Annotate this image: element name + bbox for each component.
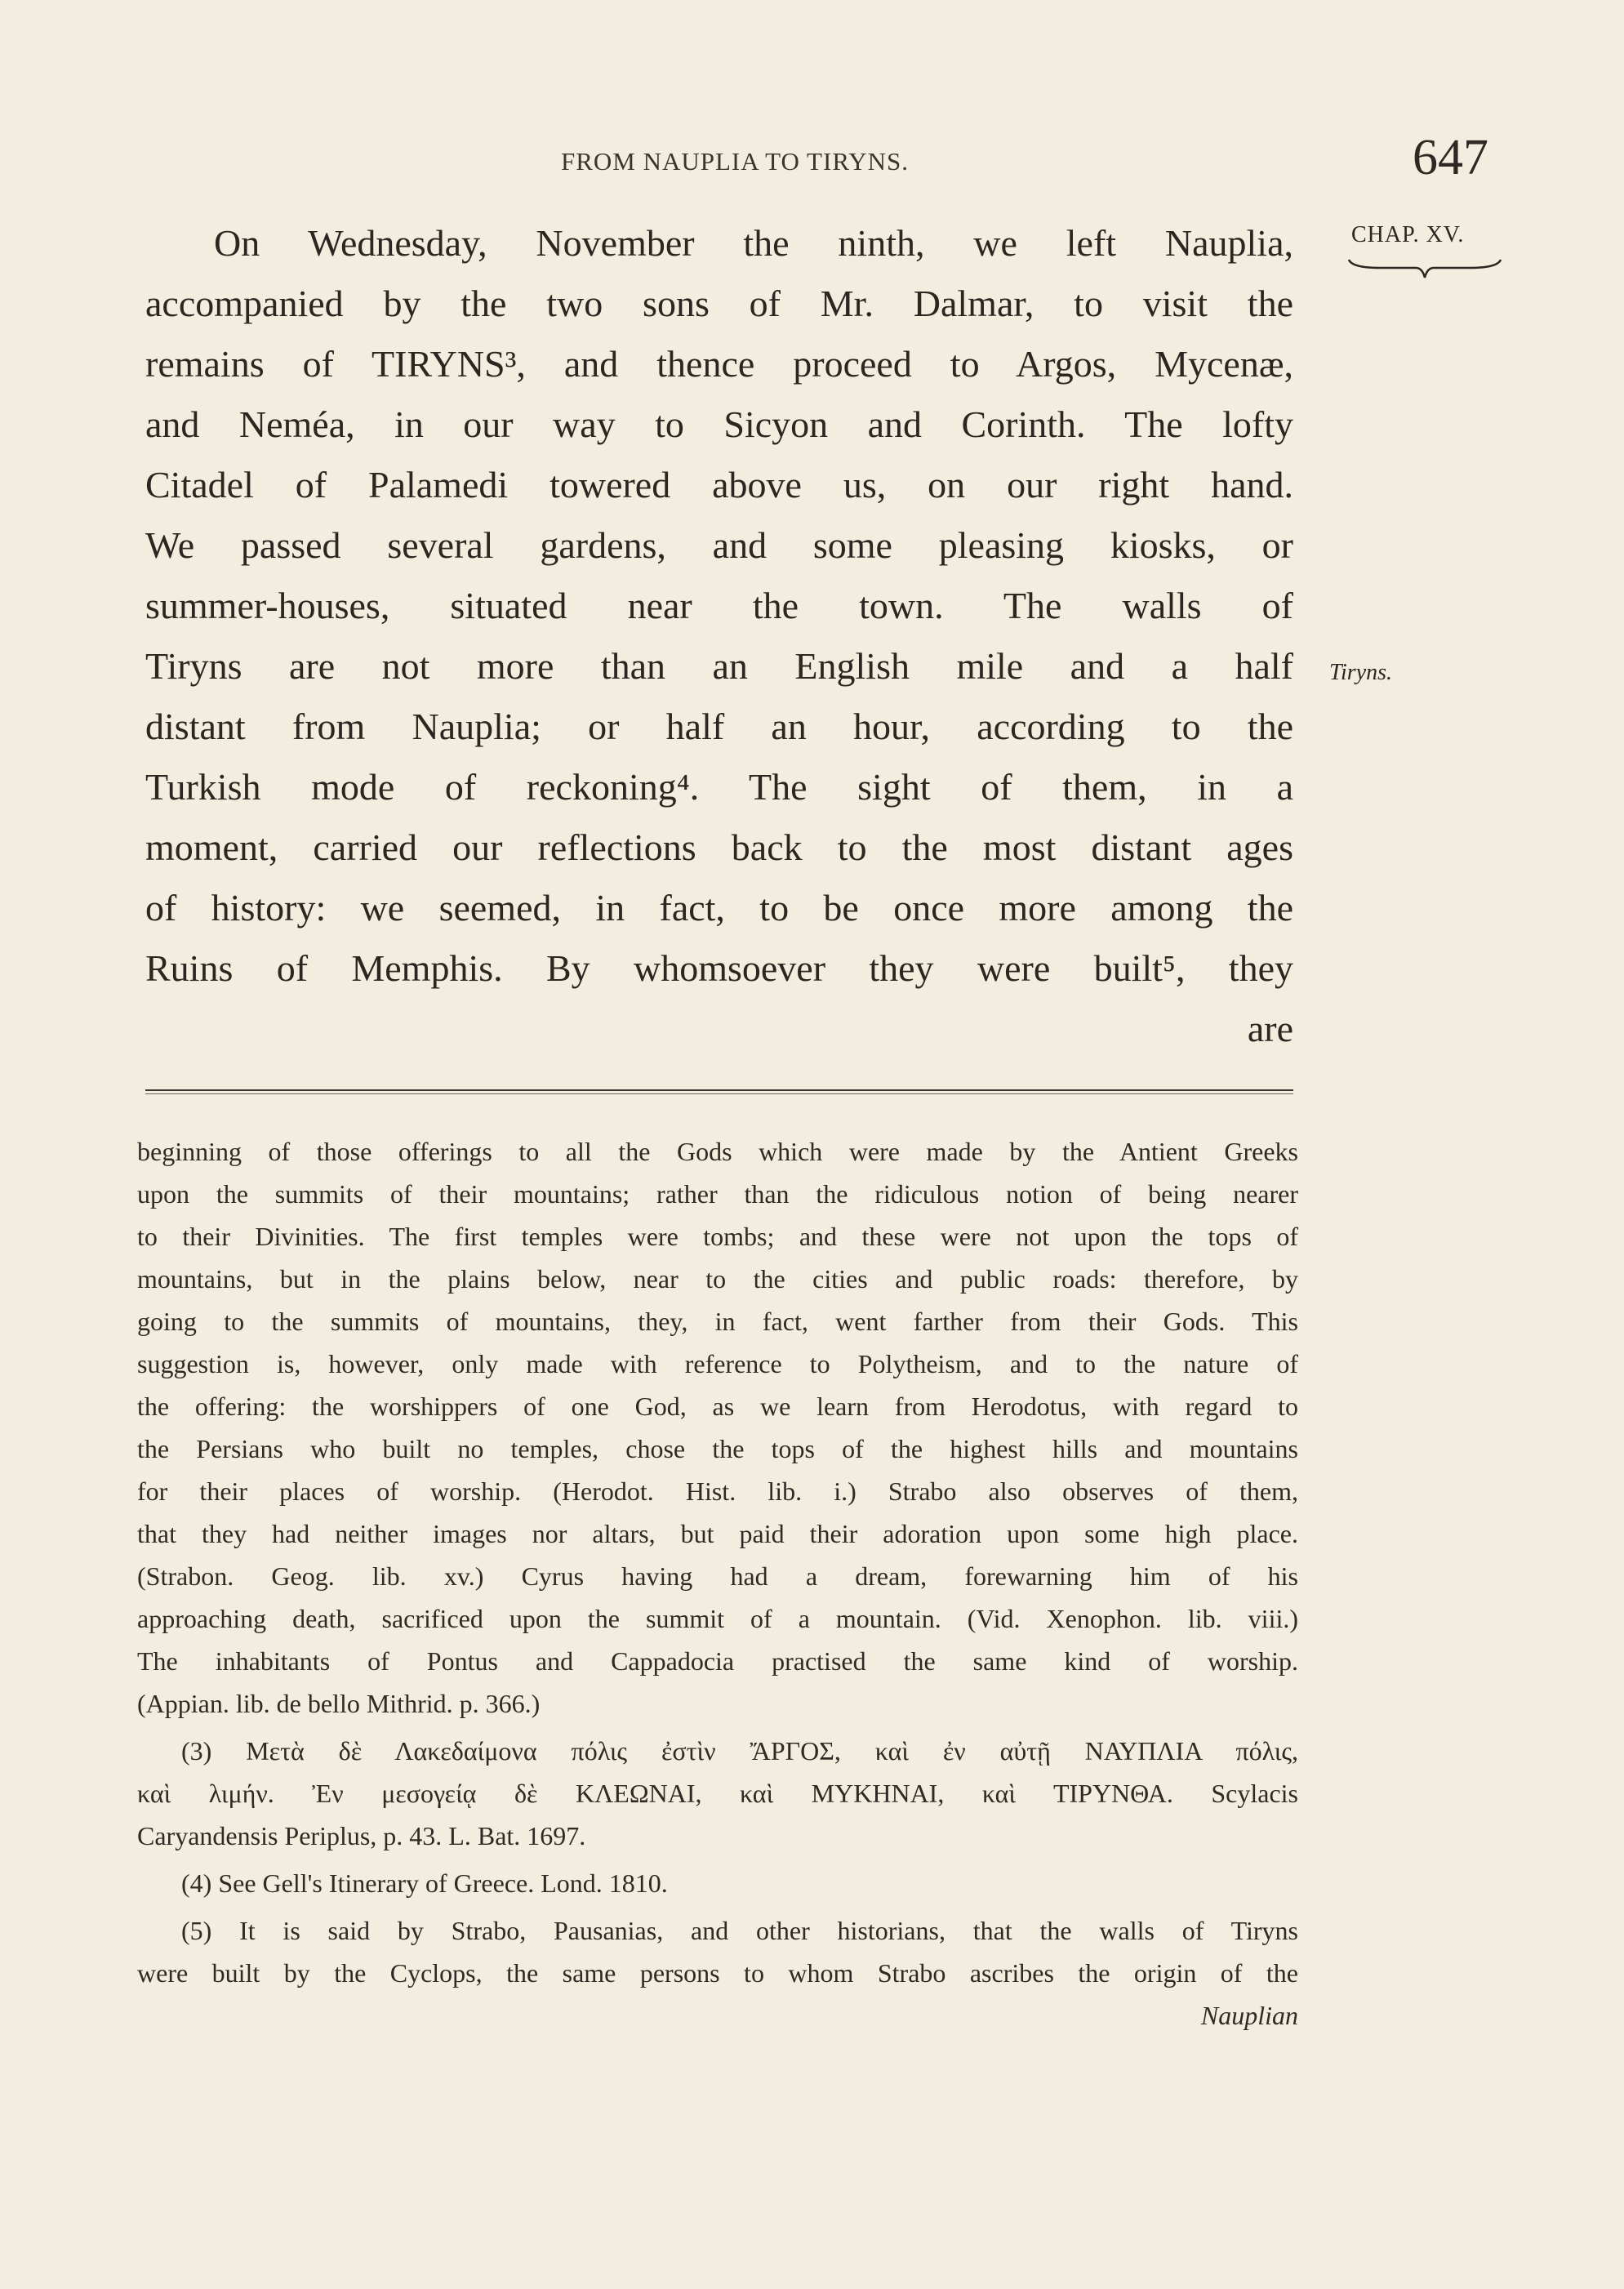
footnote-line: the offering: the worshippers of one God, as we learn from Herodotus, with regard to: [137, 1392, 1298, 1421]
footnote-line: (Strabon. Geog. lib. xv.) Cyrus having had a dream, forewarning him of his: [137, 1561, 1298, 1591]
footnote-line: mountains, but in the plains below, near to the cities and public roads: therefore, by: [137, 1264, 1298, 1294]
page-number: 647: [1413, 130, 1488, 185]
footnote-rule: [145, 1089, 1293, 1091]
footnote-line: (3) Μετὰ δὲ Λακεδαίμονα πόλις ἐστὶν ἌΡΓΟΣ, καὶ ἐν αὐτῇ ΝΑΥΠΛΙΑ πόλις,: [181, 1736, 1298, 1766]
text-line: Turkish mode of reckoning⁴. The sight of them, in a: [145, 766, 1293, 808]
footnote-rule-thin: [145, 1093, 1293, 1094]
footnote-line: beginning of those offerings to all the Gods which were made by the Antient Greeks: [137, 1137, 1298, 1166]
footnote-line: καὶ λιμήν. Ἐν μεσογείᾳ δὲ ΚΛΕΩΝΑΙ, καὶ ΜΥΚΗΝΑΙ, καὶ ΤΙΡΥΝΘΑ. Scylacis: [137, 1779, 1298, 1808]
chapter-brace-ornament: [1347, 256, 1502, 281]
chapter-label: CHAP. XV.: [1351, 222, 1465, 247]
text-line: We passed several gardens, and some pleasing kiosks, or: [145, 524, 1293, 566]
catchword: are: [1247, 1008, 1293, 1049]
text-line: and Neméa, in our way to Sicyon and Corinth. The lofty: [145, 403, 1293, 445]
margin-sidenote: Tiryns.: [1329, 660, 1393, 685]
text-line: distant from Nauplia; or half an hour, according to the: [145, 706, 1293, 747]
footnote-line: (4) See Gell's Itinerary of Greece. Lond. 1810.: [181, 1868, 668, 1898]
footnote-line: (Appian. lib. de bello Mithrid. p. 366.): [137, 1689, 541, 1718]
footnote-line: to their Divinities. The first temples were tombs; and these were not upon the tops of: [137, 1222, 1298, 1251]
footnote-line: were built by the Cyclops, the same persons to whom Strabo ascribes the origin of the: [137, 1958, 1298, 1988]
footnote-line: (5) It is said by Strabo, Pausanias, and other historians, that the walls of Tiryns: [181, 1916, 1298, 1945]
footnote-line: Caryandensis Periplus, p. 43. L. Bat. 1697.: [137, 1821, 586, 1850]
footnote-line: approaching death, sacrificed upon the summit of a mountain. (Vid. Xenophon. lib. viii.): [137, 1604, 1298, 1633]
text-line: remains of TIRYNS³, and thence proceed to Argos, Mycenæ,: [145, 343, 1293, 385]
footnote-line: suggestion is, however, only made with reference to Polytheism, and to the nature of: [137, 1349, 1298, 1378]
footnote-line: upon the summits of their mountains; rather than the ridiculous notion of being nearer: [137, 1179, 1298, 1209]
text-line: summer-houses, situated near the town. The walls of: [145, 585, 1293, 626]
text-line: Ruins of Memphis. By whomsoever they were built⁵, they: [145, 947, 1293, 989]
text-line: Tiryns are not more than an English mile and a half: [145, 645, 1293, 687]
footnote-line: the Persians who built no temples, chose the tops of the highest hills and mountains: [137, 1434, 1298, 1463]
text-line: Citadel of Palamedi towered above us, on our right hand.: [145, 464, 1293, 505]
footnote-line: for their places of worship. (Herodot. Hist. lib. i.) Strabo also observes of them,: [137, 1476, 1298, 1506]
text-line: moment, carried our reflections back to the most distant ages: [145, 826, 1293, 868]
footnote-line: The inhabitants of Pontus and Cappadocia practised the same kind of worship.: [137, 1646, 1298, 1676]
footnote-line: that they had neither images nor altars, but paid their adoration upon some high place.: [137, 1519, 1298, 1548]
text-line: of history: we seemed, in fact, to be once more among the: [145, 887, 1293, 929]
running-title: FROM NAUPLIA TO TIRYNS.: [560, 147, 910, 176]
text-line: On Wednesday, November the ninth, we left Nauplia,: [214, 222, 1293, 264]
footnote-catchword: Nauplian: [1200, 2001, 1298, 2030]
footnote-line: going to the summits of mountains, they, in fact, went farther from their Gods. This: [137, 1307, 1298, 1336]
text-line: accompanied by the two sons of Mr. Dalmar, to visit the: [145, 283, 1293, 324]
